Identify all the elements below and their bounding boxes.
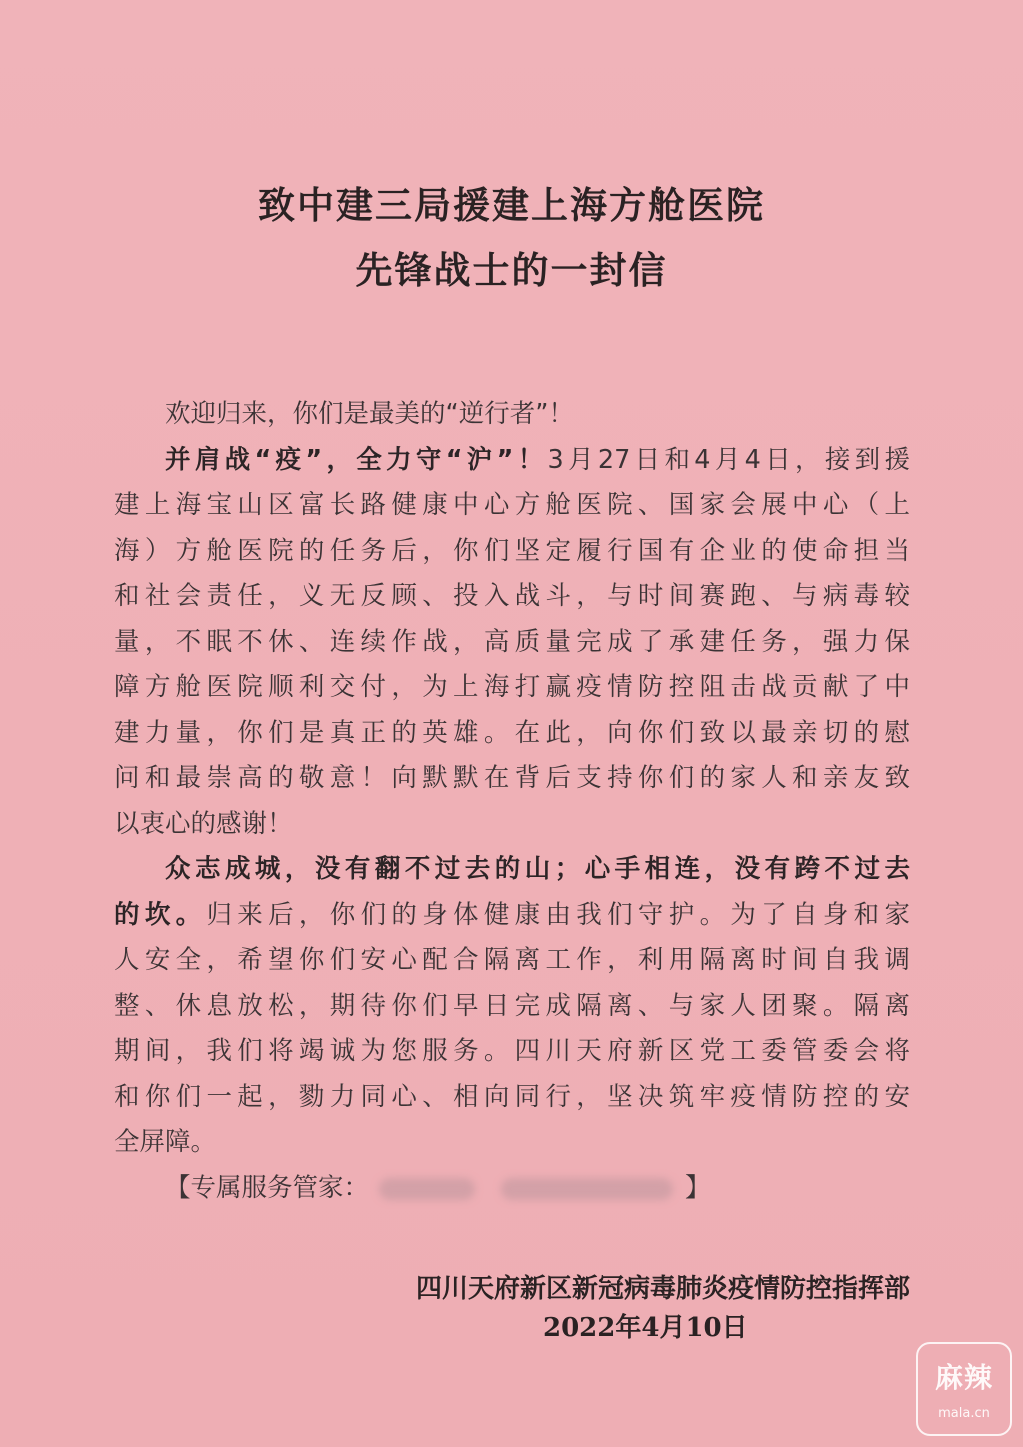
paragraph-1-line-6: 障方舱医院顺利交付，为上海打赢疫情防控阻击战贡献了中 — [114, 672, 910, 702]
service-butler-close: 】 — [685, 1172, 711, 1203]
paragraph-1-line-8: 问和最崇高的敬意！向默默在背后支持你们的家人和亲友致 — [114, 763, 910, 793]
letter-title-line-2: 先锋战士的一封信 — [355, 248, 668, 292]
paragraph-2-line-5: 期间，我们将竭诚为您服务。四川天府新区党工委管委会将 — [114, 1036, 910, 1066]
paragraph-2-text: 归来后，你们的身体健康由我们守护。为了自身和家 — [206, 899, 910, 930]
paragraph-1-line-3: 海）方舱医院的任务后，你们坚定履行国有企业的使命担当 — [114, 535, 910, 566]
signature-org: 四川天府新区新冠病毒肺炎疫情防控指挥部 — [415, 1274, 910, 1304]
paragraph-2-line-6: 和你们一起，勠力同心、相向同行，坚决筑牢疫情防控的安 — [114, 1081, 910, 1112]
paragraph-2-bold-lead: 的坎。 — [114, 899, 207, 930]
paragraph-2-line-4: 整、休息放松，期待你们早日完成隔离、与家人团聚。隔离 — [114, 990, 910, 1021]
paragraph-1-line-2: 建上海宝山区富长路健康中心方舱医院、国家会展中心（上 — [114, 490, 910, 520]
paragraph-2-bold-line: 众志成城，没有翻不过去的山；心手相连，没有跨不过去 — [165, 854, 910, 884]
paragraph-1-line-1 — [114, 438, 910, 484]
letter-body — [114, 392, 910, 1211]
paragraph-1-line-5: 量，不眠不休、连续作战，高质量完成了承建任务，强力保 — [114, 626, 910, 657]
redacted-phone — [501, 1178, 673, 1200]
paragraph-1-line-7: 建力量，你们是真正的英雄。在此，向你们致以最亲切的慰 — [114, 717, 910, 748]
paragraph-1-line-4: 和社会责任，义无反顾、投入战斗，与时间赛跑、与病毒较 — [114, 581, 910, 611]
signature-date: 2022年4月10日 — [543, 1313, 748, 1343]
service-butler-line — [114, 1166, 910, 1212]
redacted-name — [379, 1178, 475, 1200]
letter-title-line-1: 致中建三局援建上海方舱医院 — [258, 183, 765, 227]
mala-watermark-logo — [916, 1342, 1012, 1436]
watermark-domain: mala.cn — [938, 1406, 990, 1421]
service-butler-label: 【专属服务管家： — [165, 1172, 370, 1203]
paragraph-1-text: 3月27日和4月4日，接到援 — [547, 444, 910, 475]
greeting: 欢迎归来，你们是最美的“逆行者”！ — [165, 399, 574, 429]
paragraph-2-line-7: 全屏障。 — [114, 1127, 217, 1157]
paragraph-2-line-3: 人安全，希望你们安心配合隔离工作，利用隔离时间自我调 — [114, 945, 910, 975]
watermark-logo-text: 麻辣 — [934, 1361, 993, 1394]
paragraph-1-bold-lead: 并肩战“疫”，全力守“沪”！ — [165, 444, 548, 475]
paragraph-1-line-9: 以衷心的感谢！ — [114, 808, 293, 839]
paragraph-2-line-2 — [114, 893, 910, 939]
